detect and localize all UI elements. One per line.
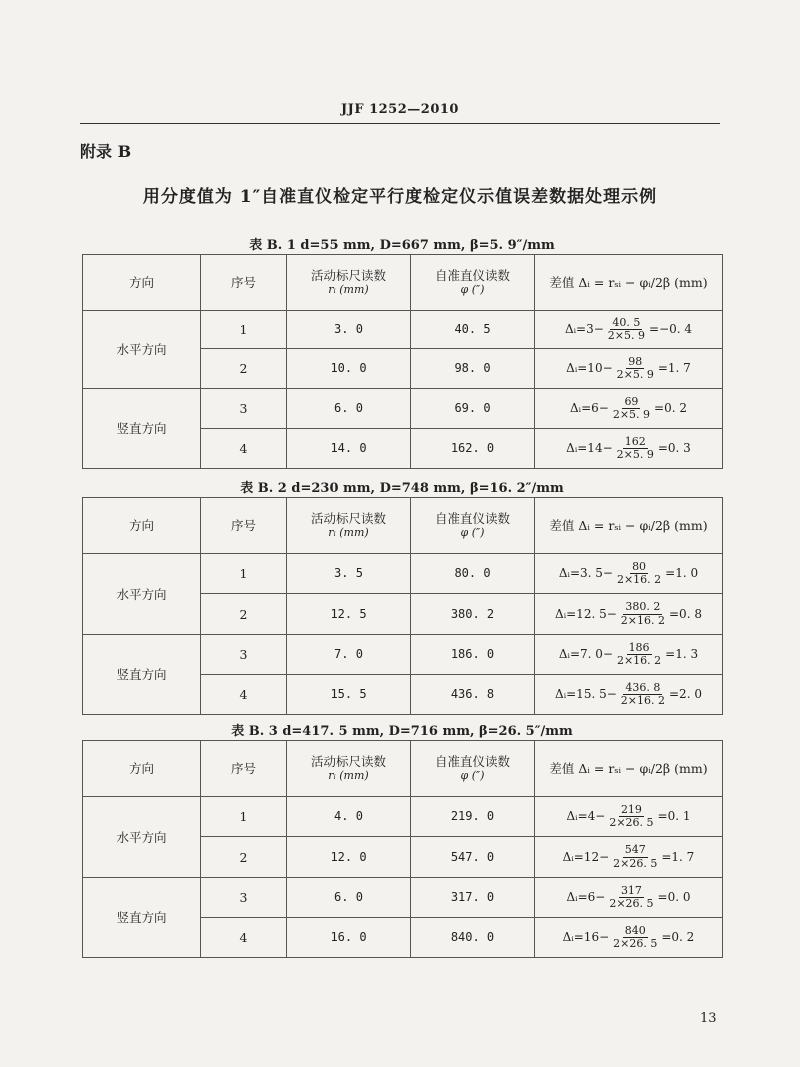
direction-cell: 竖直方向: [83, 635, 201, 715]
col-autocollimator: 自准直仪读数 φ (″): [411, 255, 535, 311]
seq-cell: 4: [201, 675, 287, 715]
reading-cell: 3. 5: [287, 554, 411, 594]
formula-cell: Δᵢ=3− $\frac{40. 5}{2\times 5. 9}$ =−0. 4: [535, 311, 723, 349]
seq-cell: 1: [201, 797, 287, 837]
formula-cell: Δᵢ=12. 5− $\frac{380. 2}{2\times 16. 2}$ =0. 8: [535, 594, 723, 635]
col-seq: 序号: [201, 498, 287, 554]
direction-cell: 水平方向: [83, 554, 201, 635]
col-autocollimator: 自准直仪读数 φ (″): [411, 498, 535, 554]
phi-cell: 69. 0: [411, 389, 535, 429]
seq-cell: 3: [201, 878, 287, 918]
col-reading: 活动标尺读数 rᵢ (mm): [287, 741, 411, 797]
col-direction: 方向: [83, 498, 201, 554]
appendix-label: 附录 B: [80, 142, 132, 161]
col-direction: 方向: [83, 741, 201, 797]
direction-cell: 水平方向: [83, 797, 201, 878]
col-direction: 方向: [83, 255, 201, 311]
col-difference: 差值 Δᵢ = rₛᵢ − φᵢ/2β (mm): [535, 741, 723, 797]
phi-cell: 380. 2: [411, 594, 535, 635]
phi-cell: 840. 0: [411, 918, 535, 958]
data-table: [82, 497, 723, 715]
col-reading: 活动标尺读数 rᵢ (mm): [287, 255, 411, 311]
phi-cell: 317. 0: [411, 878, 535, 918]
reading-cell: 15. 5: [287, 675, 411, 715]
seq-cell: 2: [201, 349, 287, 389]
col-seq: 序号: [201, 741, 287, 797]
seq-cell: 1: [201, 311, 287, 349]
seq-cell: 3: [201, 389, 287, 429]
reading-cell: 16. 0: [287, 918, 411, 958]
formula-cell: Δᵢ=14− $\frac{162}{2\times 5. 9}$ =0. 3: [535, 429, 723, 469]
seq-cell: 2: [201, 594, 287, 635]
table-row: [83, 554, 723, 594]
table-header-row: [83, 741, 723, 797]
data-table: [82, 254, 723, 469]
formula-cell: Δᵢ=15. 5− $\frac{436. 8}{2\times 16. 2}$ =2. 0: [535, 675, 723, 715]
seq-cell: 4: [201, 918, 287, 958]
formula-cell: Δᵢ=4− $\frac{219}{2\times 26. 5}$ =0. 1: [535, 797, 723, 837]
phi-cell: 162. 0: [411, 429, 535, 469]
table-row: [83, 635, 723, 675]
phi-cell: 436. 8: [411, 675, 535, 715]
col-autocollimator: 自准直仪读数 φ (″): [411, 741, 535, 797]
reading-cell: 6. 0: [287, 878, 411, 918]
formula-cell: Δᵢ=3. 5− $\frac{80}{2\times 16. 2}$ =1. 0: [535, 554, 723, 594]
page-title: 用分度值为 1″自准直仪检定平行度检定仪示值误差数据处理示例: [142, 187, 658, 207]
phi-cell: 186. 0: [411, 635, 535, 675]
direction-cell: 竖直方向: [83, 878, 201, 958]
formula-cell: Δᵢ=10− $\frac{98}{2\times 5. 9}$ =1. 7: [535, 349, 723, 389]
reading-cell: 14. 0: [287, 429, 411, 469]
standard-code: JJF 1252—2010: [341, 102, 459, 117]
table-caption: 表 B. 2 d=230 mm, D=748 mm, β=16. 2″/mm: [240, 481, 564, 496]
seq-cell: 1: [201, 554, 287, 594]
reading-cell: 3. 0: [287, 311, 411, 349]
col-reading: 活动标尺读数 rᵢ (mm): [287, 498, 411, 554]
table-caption: 表 B. 1 d=55 mm, D=667 mm, β=5. 9″/mm: [249, 238, 555, 253]
table-row: [83, 311, 723, 349]
phi-cell: 98. 0: [411, 349, 535, 389]
data-table: [82, 740, 723, 958]
table-row: [83, 878, 723, 918]
formula-cell: Δᵢ=6− $\frac{317}{2\times 26. 5}$ =0. 0: [535, 878, 723, 918]
formula-cell: Δᵢ=6− $\frac{69}{2\times 5. 9}$ =0. 2: [535, 389, 723, 429]
phi-cell: 40. 5: [411, 311, 535, 349]
seq-cell: 3: [201, 635, 287, 675]
phi-cell: 547. 0: [411, 837, 535, 878]
reading-cell: 10. 0: [287, 349, 411, 389]
seq-cell: 4: [201, 429, 287, 469]
phi-cell: 219. 0: [411, 797, 535, 837]
formula-cell: Δᵢ=12− $\frac{547}{2\times 26. 5}$ =1. 7: [535, 837, 723, 878]
formula-cell: Δᵢ=16− $\frac{840}{2\times 26. 5}$ =0. 2: [535, 918, 723, 958]
formula-cell: Δᵢ=7. 0− $\frac{186}{2\times 16. 2}$ =1. 3: [535, 635, 723, 675]
table-header-row: [83, 498, 723, 554]
seq-cell: 2: [201, 837, 287, 878]
col-seq: 序号: [201, 255, 287, 311]
header-rule: [80, 123, 720, 124]
phi-cell: 80. 0: [411, 554, 535, 594]
reading-cell: 12. 0: [287, 837, 411, 878]
reading-cell: 7. 0: [287, 635, 411, 675]
direction-cell: 水平方向: [83, 311, 201, 389]
table-row: [83, 389, 723, 429]
reading-cell: 6. 0: [287, 389, 411, 429]
direction-cell: 竖直方向: [83, 389, 201, 469]
col-difference: 差值 Δᵢ = rₛᵢ − φᵢ/2β (mm): [535, 498, 723, 554]
reading-cell: 12. 5: [287, 594, 411, 635]
table-row: [83, 797, 723, 837]
reading-cell: 4. 0: [287, 797, 411, 837]
table-header-row: [83, 255, 723, 311]
table-caption: 表 B. 3 d=417. 5 mm, D=716 mm, β=26. 5″/mm: [231, 724, 573, 739]
col-difference: 差值 Δᵢ = rₛᵢ − φᵢ/2β (mm): [535, 255, 723, 311]
page-number: 13: [700, 1011, 717, 1026]
